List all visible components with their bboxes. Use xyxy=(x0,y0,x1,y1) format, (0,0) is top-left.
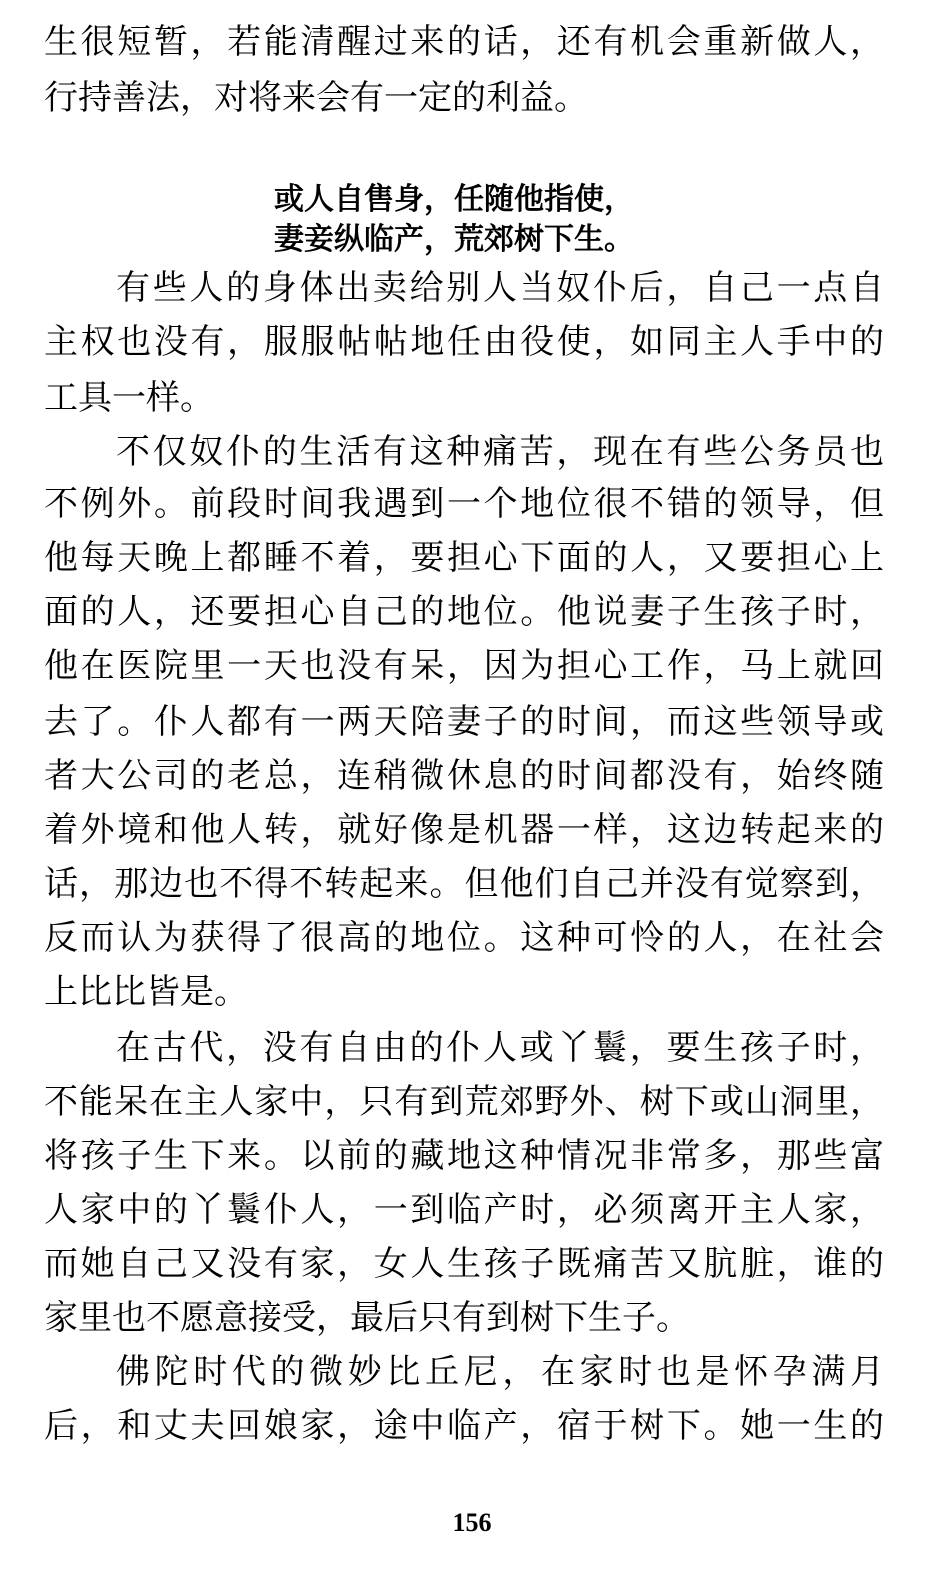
paragraph-line: 不能呆在主人家中，只有到荒郊野外、树下或山洞里， xyxy=(44,1082,884,1122)
paragraph-line: 面的人，还要担心自己的地位。他说妻子生孩子时， xyxy=(44,592,884,632)
paragraph-line: 佛陀时代的微妙比丘尼，在家时也是怀孕满月 xyxy=(116,1352,884,1392)
paragraph-line: 后，和丈夫回娘家，途中临产，宿于树下。她一生的 xyxy=(44,1406,884,1446)
body-line: 行持善法，对将来会有一定的利益。 xyxy=(44,78,588,118)
paragraph-line: 在古代，没有自由的仆人或丫鬟，要生孩子时， xyxy=(116,1028,884,1068)
body-line: 生很短暂，若能清醒过来的话，还有机会重新做人， xyxy=(44,22,884,62)
verse-line: 或人自售身，任随他指使， xyxy=(274,182,634,217)
paragraph-line: 反而认为获得了很高的地位。这种可怜的人，在社会 xyxy=(44,918,884,958)
paragraph-line: 而她自己又没有家，女人生孩子既痛苦又肮脏，谁的 xyxy=(44,1244,884,1284)
paragraph-line: 不例外。前段时间我遇到一个地位很不错的领导，但 xyxy=(44,484,884,524)
paragraph-line: 者大公司的老总，连稍微休息的时间都没有，始终随 xyxy=(44,756,884,796)
paragraph-line: 家里也不愿意接受，最后只有到树下生子。 xyxy=(44,1298,690,1338)
paragraph-line: 去了。仆人都有一两天陪妻子的时间，而这些领导或 xyxy=(44,702,884,742)
paragraph-line: 将孩子生下来。以前的藏地这种情况非常多，那些富 xyxy=(44,1136,884,1176)
paragraph-line: 工具一样。 xyxy=(44,378,214,418)
paragraph-line: 着外境和他人转，就好像是机器一样，这边转起来的 xyxy=(44,810,884,850)
paragraph-line: 他在医院里一天也没有呆，因为担心工作，马上就回 xyxy=(44,646,884,686)
paragraph-line: 人家中的丫鬟仆人，一到临产时，必须离开主人家， xyxy=(44,1190,884,1230)
paragraph-line: 主权也没有，服服帖帖地任由役使，如同主人手中的 xyxy=(44,322,884,362)
paragraph-line: 他每天晚上都睡不着，要担心下面的人，又要担心上 xyxy=(44,538,884,578)
paragraph-line: 有些人的身体出卖给别人当奴仆后，自己一点自 xyxy=(116,268,884,308)
paragraph-line: 话，那边也不得不转起来。但他们自己并没有觉察到， xyxy=(44,864,884,904)
page-number: 156 xyxy=(452,1508,492,1537)
verse-line: 妻妾纵临产，荒郊树下生。 xyxy=(274,222,634,257)
paragraph-line: 上比比皆是。 xyxy=(44,972,248,1012)
paragraph-line: 不仅奴仆的生活有这种痛苦，现在有些公务员也 xyxy=(116,432,884,472)
